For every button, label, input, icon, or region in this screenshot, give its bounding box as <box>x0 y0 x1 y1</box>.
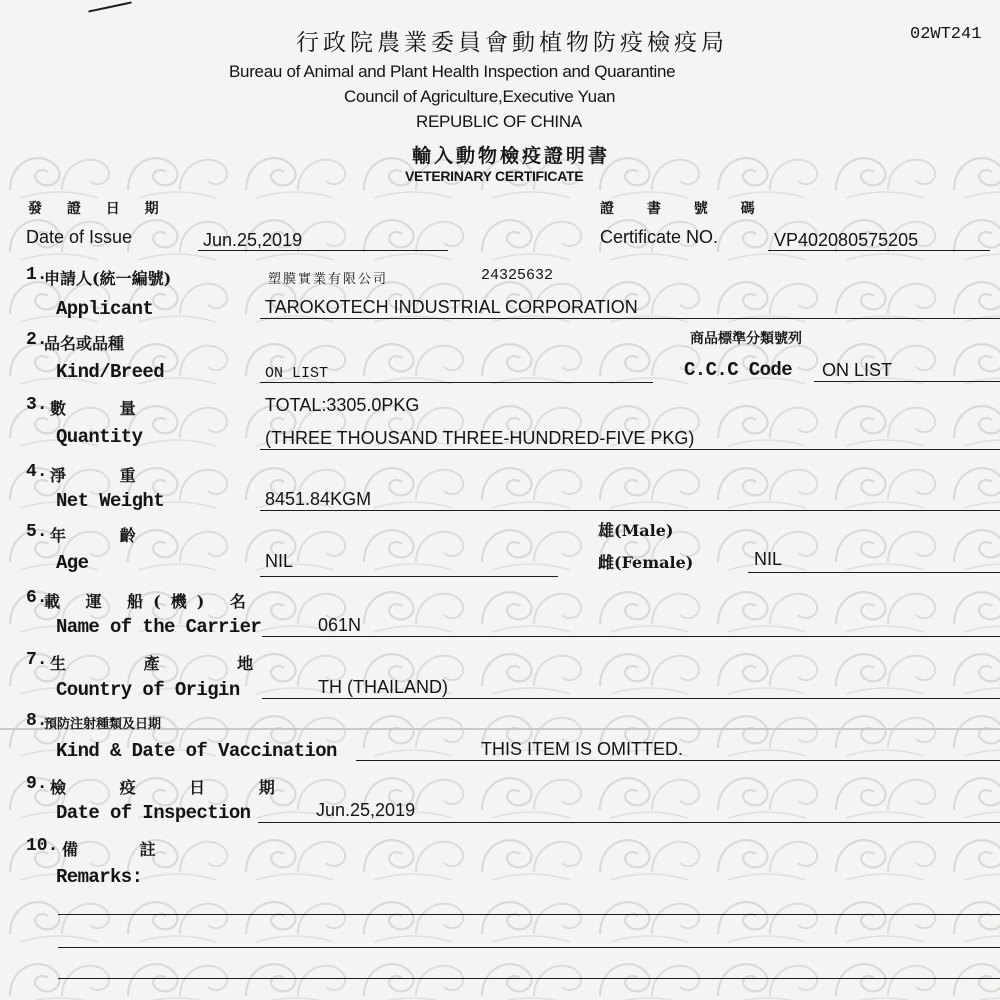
certificate-title-zh: 輸入動物檢疫證明書 <box>412 145 611 167</box>
net-weight-line <box>260 510 1000 511</box>
applicant-line <box>260 318 1000 319</box>
issuer-country: REPUBLIC OF CHINA <box>416 112 582 131</box>
inspection-label: Date of Inspection <box>56 802 251 824</box>
net-weight-label: Net Weight <box>56 490 165 512</box>
vaccination-line <box>356 760 1000 761</box>
kind-line <box>260 382 653 383</box>
field-5-number: 5. <box>26 522 48 542</box>
applicant-label: Applicant <box>56 298 154 320</box>
ccc-value: ON LIST <box>822 360 893 380</box>
field-4-number: 4. <box>26 462 48 482</box>
male-label: 雄(Male) <box>598 521 674 540</box>
net-weight-label-zh: 淨 重 <box>50 466 160 485</box>
quantity-label-zh: 數 量 <box>50 399 160 418</box>
inspection-line <box>258 822 1000 823</box>
applicant-tax-id: 24325632 <box>481 267 554 284</box>
field-6-number: 6. <box>26 588 48 608</box>
field-3-number: 3. <box>26 395 48 415</box>
quantity-value-words: (THREE THOUSAND THREE-HUNDRED-FIVE PKG) <box>265 428 695 448</box>
applicant-label-zh: 申請人(統一編號) <box>44 269 172 288</box>
carrier-label: Name of the Carrier <box>56 616 262 638</box>
carrier-line <box>262 636 1000 637</box>
field-1-number: 1. <box>26 265 48 285</box>
issuer-council: Council of Agriculture,Executive Yuan <box>344 87 616 106</box>
carrier-value: 061N <box>318 615 362 635</box>
age-value: NIL <box>265 551 294 571</box>
origin-line <box>262 698 1000 699</box>
field-2-number: 2. <box>26 330 48 350</box>
document-number: 02WT241 <box>910 25 982 44</box>
origin-label: Country of Origin <box>56 679 240 701</box>
age-label-zh: 年 齡 <box>50 526 160 545</box>
corner-mark <box>88 1 131 12</box>
vaccination-label-zh: 預防注射種類及日期 <box>44 717 162 732</box>
quantity-value: TOTAL:3305.0PKG <box>265 395 420 415</box>
field-8-number: 8. <box>26 711 48 731</box>
remarks-label-zh: 備 註 <box>62 840 184 859</box>
kind-value: ON LIST <box>265 365 329 382</box>
certificate-no-line <box>768 250 990 251</box>
ccc-label: C.C.C Code <box>684 359 793 381</box>
date-of-issue-label: Date of Issue <box>26 227 133 247</box>
remarks-label: Remarks: <box>56 866 143 888</box>
age-line <box>260 576 558 577</box>
kind-label: Kind/Breed <box>56 361 165 383</box>
remarks-line-3 <box>58 978 1000 979</box>
ccc-label-zh: 商品標準分類號列 <box>690 331 802 347</box>
ccc-line <box>814 381 1000 382</box>
vaccination-label: Kind & Date of Vaccination <box>56 740 337 762</box>
date-of-issue-value: Jun.25,2019 <box>203 230 303 250</box>
applicant-value: TAROKOTECH INDUSTRIAL CORPORATION <box>265 297 638 317</box>
certificate-no-label-zh: 證 書 號 碼 <box>600 201 769 217</box>
certificate-no-value: VP402080575205 <box>774 230 919 250</box>
date-of-issue-line <box>198 250 448 251</box>
field-7-number: 7. <box>26 650 48 670</box>
remarks-line-2 <box>58 947 1000 948</box>
kind-label-zh: 品名或品種 <box>44 334 125 353</box>
inspection-value: Jun.25,2019 <box>316 800 416 820</box>
issuer-name-zh: 行政院農業委員會動植物防疫檢疫局 <box>296 30 728 56</box>
inspection-label-zh: 檢 疫 日 期 <box>50 778 299 797</box>
sex-line <box>748 572 1000 573</box>
certificate-no-label: Certificate NO. <box>600 227 719 247</box>
vaccination-value: THIS ITEM IS OMITTED. <box>481 739 683 759</box>
carrier-label-zh: 載 運 船(機) 名 <box>44 592 256 611</box>
certificate-title-en: VETERINARY CERTIFICATE <box>405 168 584 184</box>
net-weight-value: 8451.84KGM <box>265 489 372 509</box>
origin-value: TH (THAILAND) <box>318 677 448 697</box>
date-of-issue-label-zh: 發 證 日 期 <box>28 201 169 217</box>
female-label: 雌(Female) <box>598 553 694 572</box>
sex-value: NIL <box>754 549 783 569</box>
age-label: Age <box>56 552 89 574</box>
remarks-line-1 <box>58 914 1000 915</box>
field-10-number: 10. <box>26 836 59 856</box>
applicant-name-zh: 塑膜實業有限公司 <box>268 272 389 287</box>
field-9-number: 9. <box>26 774 48 794</box>
origin-label-zh: 生 產 地 <box>50 654 290 673</box>
quantity-label: Quantity <box>56 426 143 448</box>
issuer-name-en: Bureau of Animal and Plant Health Inspection and Quarantine <box>229 62 676 81</box>
quantity-line <box>260 449 1000 450</box>
